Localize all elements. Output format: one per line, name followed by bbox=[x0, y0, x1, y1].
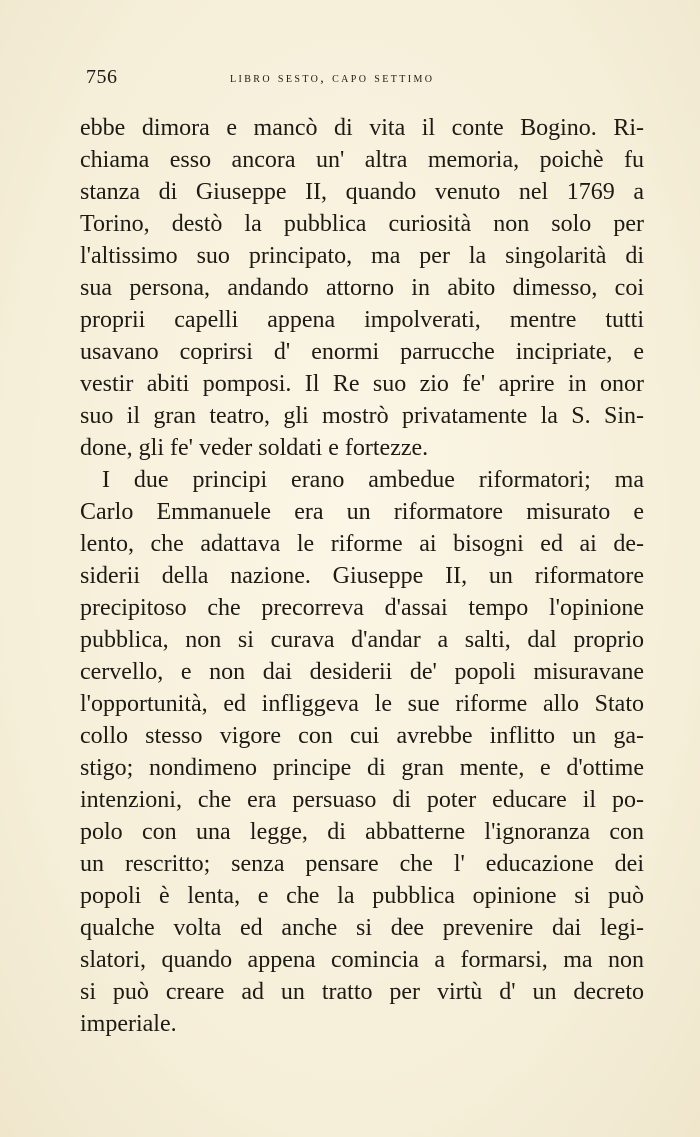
page-number: 756 bbox=[86, 66, 118, 88]
text-line: sua persona, andando attorno in abito dimesso, coi bbox=[80, 275, 644, 301]
paragraph-end-line: done, gli fe' veder soldati e fortezze. bbox=[80, 435, 429, 461]
page-header bbox=[86, 66, 646, 96]
text-line: lento, che adattava le riforme ai bisogni ed ai de- bbox=[80, 531, 644, 557]
text-line: un rescritto; senza pensare che l' educazione dei bbox=[80, 851, 644, 877]
text-line: intenzioni, che era persuaso di poter educare il po- bbox=[80, 787, 644, 813]
text-line: slatori, quando appena comincia a formarsi, ma non bbox=[80, 947, 644, 973]
text-line: vestir abiti pomposi. Il Re suo zio fe' aprire in onor bbox=[80, 371, 644, 397]
text-line: popoli è lenta, e che la pubblica opinione si può bbox=[80, 883, 644, 909]
text-line: ebbe dimora e mancò di vita il conte Bogino. Ri- bbox=[80, 115, 644, 141]
text-line: usavano coprirsi d' enormi parrucche incipriate, e bbox=[80, 339, 644, 365]
text-line: Carlo Emmanuele era un riformatore misurato e bbox=[80, 499, 644, 525]
text-line: si può creare ad un tratto per virtù d' un decreto bbox=[80, 979, 644, 1005]
text-line: stigo; nondimeno principe di gran mente, e d'ottime bbox=[80, 755, 644, 781]
body-text bbox=[80, 112, 644, 1040]
paragraph-start-line: I due principi erano ambedue riformatori; ma bbox=[102, 467, 644, 493]
text-line: proprii capelli appena impolverati, mentre tutti bbox=[80, 307, 644, 333]
paragraph-end-line: imperiale. bbox=[80, 1011, 177, 1037]
text-line: suo il gran teatro, gli mostrò privatamente la S. Sin- bbox=[80, 403, 644, 429]
text-line: precipitoso che precorreva d'assai tempo l'opinione bbox=[80, 595, 644, 621]
text-line: stanza di Giuseppe II, quando venuto nel 1769 a bbox=[80, 179, 644, 205]
text-line: collo stesso vigore con cui avrebbe inflitto un ga- bbox=[80, 723, 644, 749]
text-line: l'opportunità, ed infliggeva le sue riforme allo Stato bbox=[80, 691, 644, 717]
text-line: pubblica, non si curava d'andar a salti, dal proprio bbox=[80, 627, 644, 653]
text-line: l'altissimo suo principato, ma per la singolarità di bbox=[80, 243, 644, 269]
text-line: chiama esso ancora un' altra memoria, poichè fu bbox=[80, 147, 644, 173]
text-line: cervello, e non dai desiderii de' popoli misuravane bbox=[80, 659, 644, 685]
text-line: polo con una legge, di abbatterne l'ignoranza con bbox=[80, 819, 644, 845]
running-head: libro sesto, capo settimo bbox=[230, 71, 435, 86]
text-line: Torino, destò la pubblica curiosità non solo per bbox=[80, 211, 644, 237]
text-line: qualche volta ed anche si dee prevenire dai legi- bbox=[80, 915, 644, 941]
text-line: siderii della nazione. Giuseppe II, un riformatore bbox=[80, 563, 644, 589]
